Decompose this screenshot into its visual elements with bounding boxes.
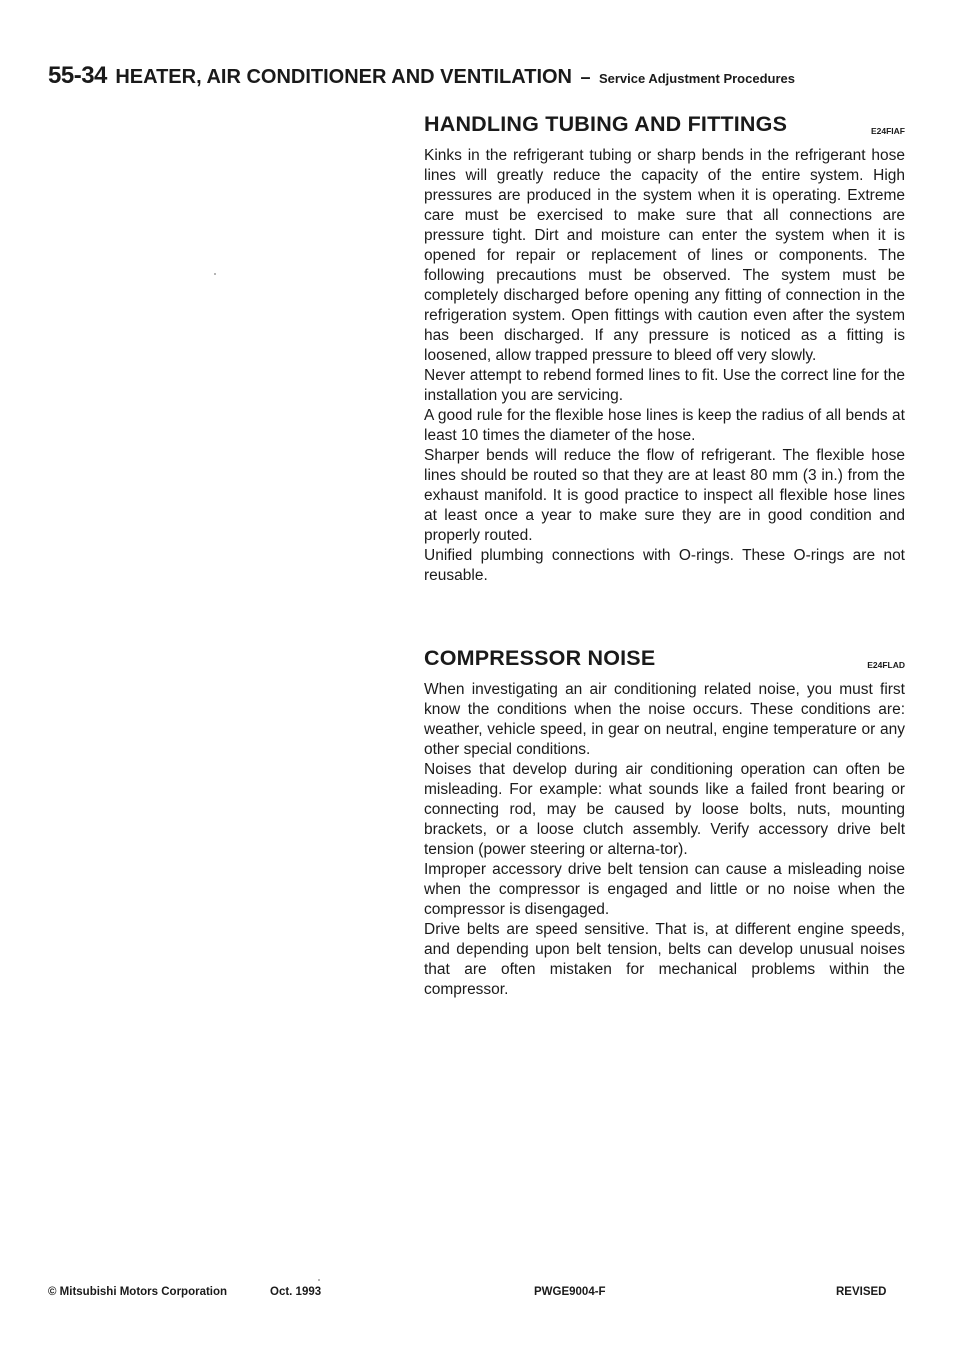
scan-speck xyxy=(214,273,216,275)
paragraph: When investigating an air conditioning related noise, you must first know the conditions when the noise occurs. These conditions are: weather, vehicle speed, in gear on neutral, engine temperature or any other special conditions. xyxy=(424,681,905,758)
section-heading xyxy=(424,112,905,140)
paragraph: A good rule for the flexible hose lines is keep the radius of all bends at least 10 times the diameter of the hose. xyxy=(424,407,905,444)
paragraph: Kinks in the refrigerant tubing or sharp bends in the refrigerant hose lines will greatly reduce the capacity of the entire system. High pressures are produced in the system when it is operating. Extreme care must be exercised to make sure that all connections are pressure tight. Dirt and moisture can enter the system when it is opened for repair or replacement of lines or components. The following precautions must be observed. The system must be completely discharged before opening any fitting of connection in the refrigeration system. Open fittings with caution even after the system has been discharged. If any pressure is noticed as a fitting is loosened, allow trapped pressure to bleed off very slowly. xyxy=(424,147,905,364)
page-number: 55-34 xyxy=(48,62,107,89)
footer-date: Oct. 1993 xyxy=(270,1286,322,1298)
section-handling-tubing xyxy=(424,112,905,586)
chapter-title: HEATER, AIR CONDITIONER AND VENTILATION xyxy=(115,66,573,88)
section-title: HANDLING TUBING AND FITTINGS xyxy=(424,112,788,136)
footer-copyright: © Mitsubishi Motors Corporation xyxy=(48,1286,228,1298)
footer-doc-code: PWGE9004-F xyxy=(534,1286,606,1298)
paragraph: Unified plumbing connections with O-rings. These O-rings are not reusable. xyxy=(424,547,905,584)
paragraph: Never attempt to rebend formed lines to fit. Use the correct line for the installation you are servicing. xyxy=(424,367,905,404)
section-code: E24FIAF xyxy=(870,126,905,136)
header-subtitle: Service Adjustment Procedures xyxy=(598,71,795,86)
section-compressor-noise xyxy=(424,646,905,1000)
section-code: E24FLAD xyxy=(867,660,905,670)
section-heading xyxy=(424,646,905,674)
scan-speck xyxy=(318,1279,320,1281)
paragraph: Noises that develop during air conditioning operation can often be misleading. For example: what sounds like a failed front bearing or connecting rod, may be caused by loose bolts, nuts, mounting brackets, or a loose clutch assembly. Verify accessory drive belt tension (power steering or alterna-tor). xyxy=(424,761,905,858)
section-title: COMPRESSOR NOISE xyxy=(424,646,656,670)
paragraph: Sharper bends will reduce the flow of refrigerant. The flexible hose lines should be routed so that they are at least 80 mm (3 in.) from the exhaust manifold. It is good practice to inspect all flexible hose lines at least once a year to make sure they are in good condition and properly routed. xyxy=(424,447,905,544)
page-header xyxy=(48,62,795,90)
paragraph: Improper accessory drive belt tension can cause a misleading noise when the compressor is engaged and little or no noise when the compressor is disengaged. xyxy=(424,861,905,918)
header-separator: – xyxy=(580,67,591,87)
footer-status: REVISED xyxy=(836,1286,887,1298)
paragraph: Drive belts are speed sensitive. That is, at different engine speeds, and depending upon belt tension, belts can develop unusual noises that are often mistaken for mechanical problems within the compressor. xyxy=(424,921,905,998)
